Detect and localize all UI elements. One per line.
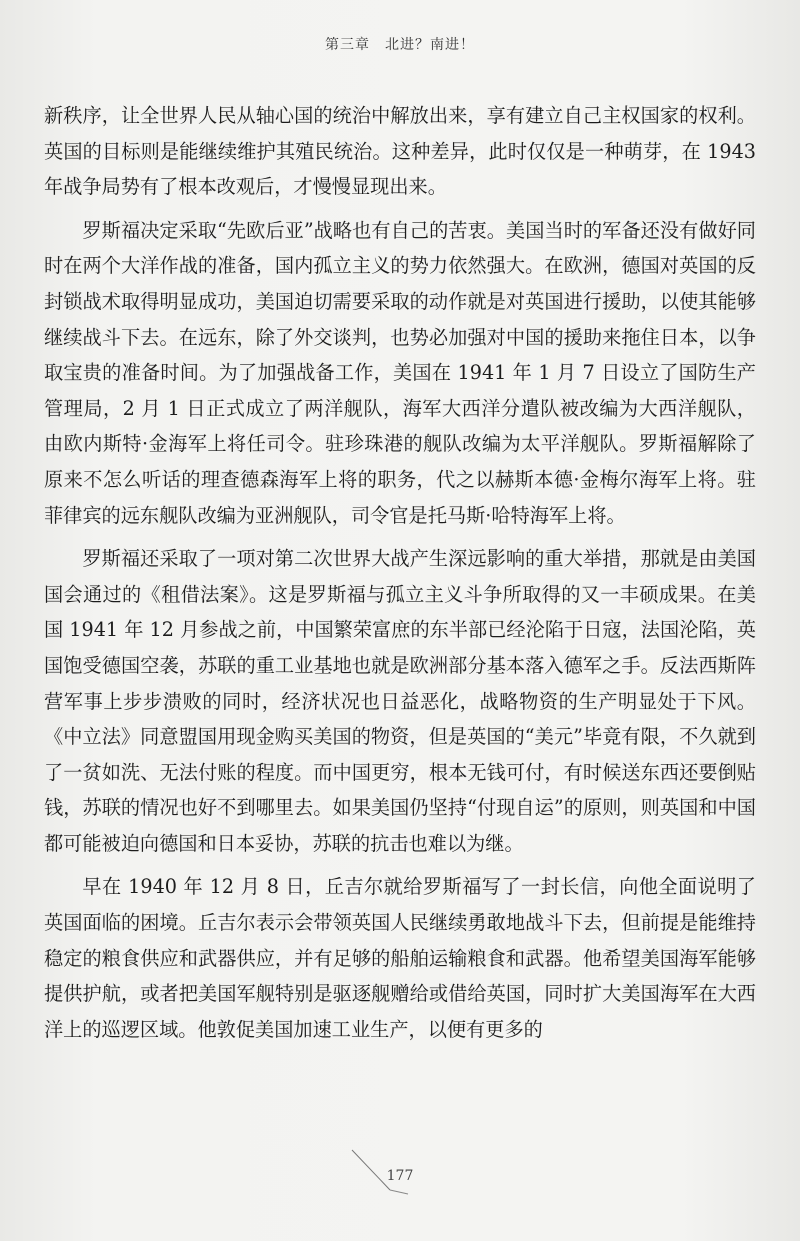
- paragraph: 早在 1940 年 12 月 8 日，丘吉尔就给罗斯福写了一封长信，向他全面说明了英国面临的困境。丘吉尔表示会带领英国人民继续勇敢地战斗下去，但前提是能维持稳定的粮食供应和武器供应，并有足够的船舶运输粮食和武器。他希望美国海军能够提供护航，或者把美国军舰特别是驱逐舰赠给或借给英国，同时扩大美国海军在大西洋上的巡逻区域。他敦促美国加速工业生产，以便有更多的: [44, 875, 756, 1041]
- paragraph-continued: 新秩序，让全世界人民从轴心国的统治中解放出来，享有建立自己主权国家的权利。英国的目标则是能继续维护其殖民统治。这种差异，此时仅仅是一种萌芽，在 1943 年战争局势有了根本改观后，才慢慢显现出来。: [44, 104, 756, 199]
- paragraph: 罗斯福决定采取“先欧后亚”战略也有自己的苦衷。美国当时的军备还没有做好同时在两个大洋作战的准备，国内孤立主义的势力依然强大。在欧洲，德国对英国的反封锁战术取得明显成功，美国迫切需要采取的动作就是对英国进行援助，以使其能够继续战斗下去。在远东，除了外交谈判，也势必加强对中国的援助来拖住日本，以争取宝贵的准备时间。为了加强战备工作，美国在 1941 年 1 月 7 日设立了国防生产管理局，2 月 1 日正式成立了两洋舰队，海军大西洋分遣队被改编为大西洋舰队，由欧内斯特·金海军上将任司令。驻珍珠港的舰队改编为太平洋舰队。罗斯福解除了原来不怎么听话的理查德森海军上将的职务，代之以赫斯本德·金梅尔海军上将。驻菲律宾的远东舰队改编为亚洲舰队，司令官是托马斯·哈特海军上将。: [44, 218, 756, 527]
- page-body: [44, 98, 756, 1055]
- running-header: 第三章 北进？南进！: [325, 37, 475, 53]
- page-number: 177: [386, 1168, 414, 1184]
- paragraph: 罗斯福还采取了一项对第二次世界大战产生深远影响的重大举措，那就是由美国国会通过的《租借法案》。这是罗斯福与孤立主义斗争所取得的又一丰硕成果。在美国 1941 年 12 月参战之前，中国繁荣富庶的东半部已经沦陷于日寇，法国沦陷，英国饱受德国空袭，苏联的重工业基地也就是欧洲部分基本落入德军之手。反法西斯阵营军事上步步溃败的同时，经济状况也日益恶化，战略物资的生产明显处于下风。《中立法》同意盟国用现金购买美国的物资，但是英国的“美元”毕竟有限，不久就到了一贫如洗、无法付账的程度。而中国更穷，根本无钱可付，有时候送东西还要倒贴钱，苏联的情况也好不到哪里去。如果美国仍坚持“付现自运”的原则，则英国和中国都可能被迫向德国和日本妥协，苏联的抗击也难以为继。: [44, 547, 756, 855]
